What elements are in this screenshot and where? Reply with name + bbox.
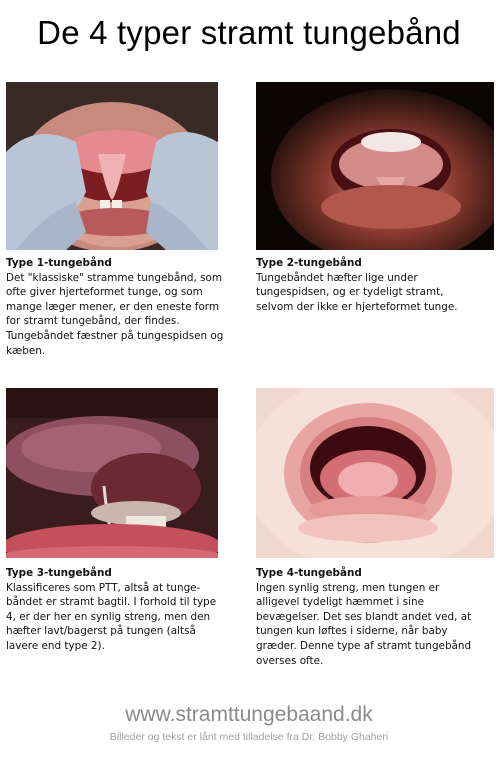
credit-line: Billeder og tekst er lånt med tilladelse fra Dr. Bobby Ghaheri — [109, 731, 389, 743]
page-title: De 4 typer stramt tungebånd — [37, 14, 461, 51]
photo-type-4 — [256, 388, 494, 558]
caption-type-1 — [6, 256, 230, 358]
photo-type-2 — [256, 82, 494, 250]
caption-heading: Type 3-tungebånd — [6, 567, 112, 579]
caption-text: Klassificeres som PTT, altså at tunge-båndet er stramt bagtil. I forhold til type 4, er der her en synlig streng, men den hæfter lavt/bagerst på tungen (altså lavere end type 2). — [6, 581, 217, 652]
caption-text: Det "klassiske" stramme tungebånd, som ofte giver hjerteformet tunge, og som mange læger mener, er den eneste form for stramt tungebånd, der findes. Tungebåndet fæstner på tungespidsen og kæben. — [6, 271, 224, 357]
caption-type-2 — [256, 256, 471, 314]
caption-text: Ingen synlig streng, men tungen er alligevel tydeligt hæmmet i sine bevægelser. Det ses blandt andet ved, at tungen kun løftes i siderne, når baby græder. Denne type af stramt tungebånd overses ofte. — [256, 581, 472, 667]
caption-heading: Type 1-tungebånd — [6, 257, 112, 269]
website-link[interactable]: www.stramttungebaand.dk — [125, 703, 373, 726]
caption-heading: Type 2-tungebånd — [256, 257, 362, 269]
caption-type-3 — [6, 566, 218, 654]
caption-type-4 — [256, 566, 474, 668]
photo-type-1 — [6, 82, 218, 250]
caption-heading: Type 4-tungebånd — [256, 567, 362, 579]
caption-text: Tungebåndet hæfter lige under tungespidsen, og er tydeligt stramt, selvom der ikke er hjerteformet tunge. — [256, 271, 458, 313]
photo-type-3 — [6, 388, 218, 558]
